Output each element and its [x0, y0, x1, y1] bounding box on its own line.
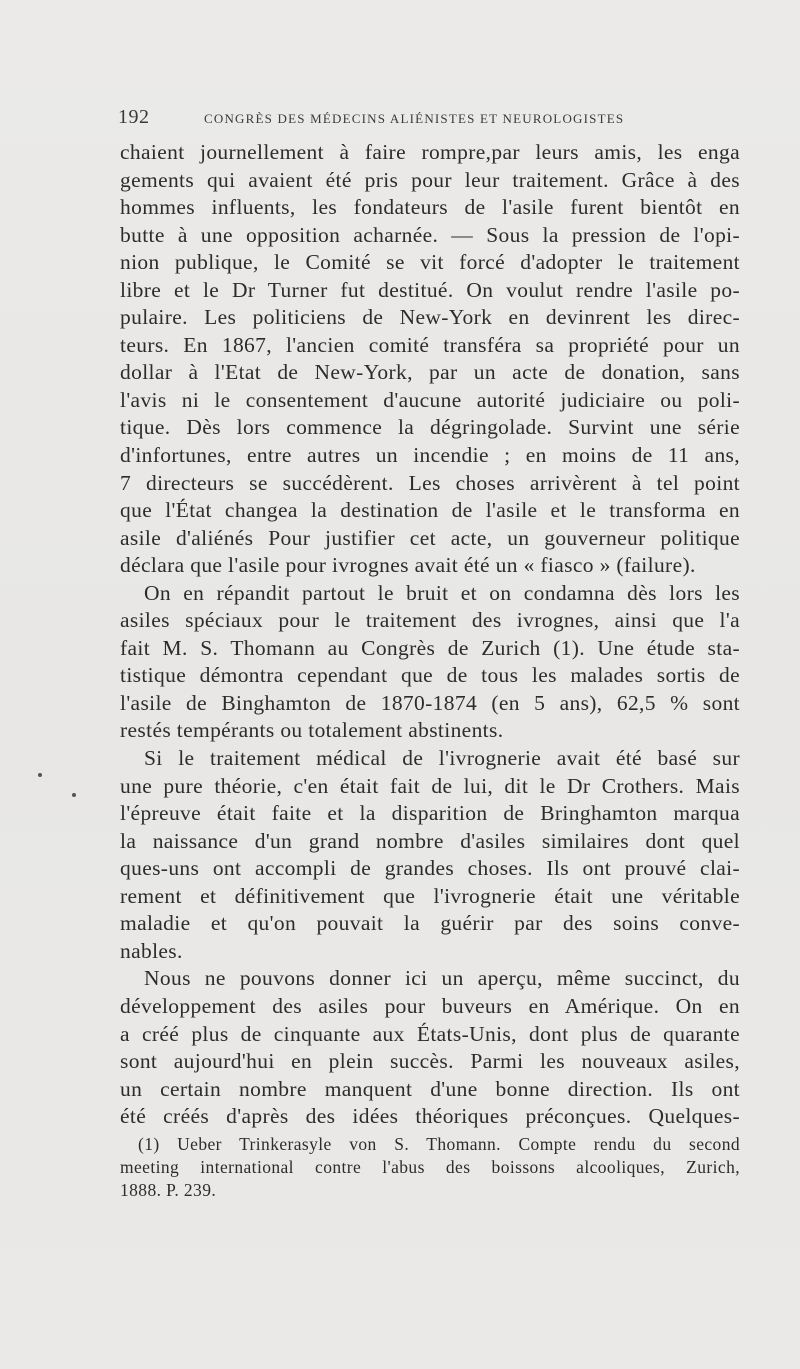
- text-line: a créé plus de cinquante aux États-Unis, dont plus de quarante: [120, 1021, 740, 1046]
- footnotes: [120, 1133, 740, 1202]
- running-head: CONGRÈS DES MÉDECINS ALIÉNISTES ET NEUROLOGISTES: [204, 111, 625, 126]
- text-line: sont aujourd'hui en plein succès. Parmi les nouveaux asiles,: [120, 1049, 740, 1074]
- text-line: déclara que l'asile pour ivrognes avait été un « fiasco » (failure).: [120, 553, 696, 578]
- text-line: développement des asiles pour buveurs en Amérique. On en: [120, 993, 740, 1018]
- footnote-line: meeting international contre l'abus des boissons alcooliques, Zurich,: [120, 1157, 740, 1177]
- text-line: gements qui avaient été pris pour leur traitement. Grâce à des: [120, 167, 740, 192]
- text-line: nables.: [120, 938, 183, 963]
- text-line: ques-uns ont accompli de grandes choses. Ils ont prouvé clai-: [120, 856, 740, 881]
- paragraph-start-line: On en répandit partout le bruit et on condamna dès lors les: [144, 580, 740, 605]
- text-line: l'épreuve était faite et la disparition de Bringhamton marqua: [120, 801, 740, 826]
- print-speck: [72, 793, 76, 797]
- footnote-line: (1) Ueber Trinkerasyle von S. Thomann. Compte rendu du second: [138, 1134, 740, 1154]
- text-line: tistique démontra cependant que de tous les malades sortis de: [120, 663, 740, 688]
- text-line: asiles spéciaux pour le traitement des ivrognes, ainsi que l'a: [120, 608, 740, 633]
- text-line: teurs. En 1867, l'ancien comité transféra sa propriété pour un: [120, 332, 740, 357]
- text-line: rement et définitivement que l'ivrognerie était une véritable: [120, 883, 740, 908]
- body-text: [120, 139, 740, 1131]
- text-line: 7 directeurs se succédèrent. Les choses arrivèrent à tel point: [120, 470, 740, 495]
- page-header: [118, 106, 678, 130]
- page-number: 192: [118, 106, 150, 128]
- paragraph-start-line: Si le traitement médical de l'ivrognerie avait été basé sur: [144, 746, 740, 771]
- paragraph-start-line: Nous ne pouvons donner ici un aperçu, même succinct, du: [144, 966, 740, 991]
- text-line: pulaire. Les politiciens de New-York en devinrent les direc-: [120, 305, 740, 330]
- text-line: une pure théorie, c'en était fait de lui, dit le Dr Crothers. Mais: [120, 773, 740, 798]
- print-speck: [38, 773, 42, 777]
- text-line: dollar à l'Etat de New-York, par un acte de donation, sans: [120, 360, 740, 385]
- text-line: la naissance d'un grand nombre d'asiles similaires dont quel: [120, 828, 740, 853]
- text-line: fait M. S. Thomann au Congrès de Zurich (1). Une étude sta-: [120, 635, 740, 660]
- footnote-line: 1888. P. 239.: [120, 1180, 217, 1200]
- text-line: butte à une opposition acharnée. — Sous la pression de l'opi-: [120, 222, 740, 247]
- text-line: tique. Dès lors commence la dégringolade. Survint une série: [120, 415, 740, 440]
- text-line: chaient journellement à faire rompre,par leurs amis, les enga: [120, 140, 740, 164]
- text-line: libre et le Dr Turner fut destitué. On voulut rendre l'asile po-: [120, 277, 740, 302]
- text-line: maladie et qu'on pouvait la guérir par des soins conve-: [120, 911, 740, 936]
- text-line: nion publique, le Comité se vit forcé d'adopter le traitement: [120, 250, 740, 275]
- text-line: restés tempérants ou totalement abstinents.: [120, 718, 504, 743]
- text-line: asile d'aliénés Pour justifier cet acte, un gouverneur politique: [120, 525, 740, 550]
- text-line: hommes influents, les fondateurs de l'asile furent bientôt en: [120, 195, 740, 220]
- text-line: que l'État changea la destination de l'asile et le transforma en: [120, 498, 740, 523]
- text-line: un certain nombre manquent d'une bonne direction. Ils ont: [120, 1076, 740, 1101]
- text-line: l'asile de Binghamton de 1870-1874 (en 5 ans), 62,5 % sont: [120, 690, 740, 715]
- text-line: été créés d'après des idées théoriques préconçues. Quelques-: [120, 1104, 740, 1129]
- text-line: l'avis ni le consentement d'aucune autorité judiciaire ou poli-: [120, 387, 740, 412]
- text-line: d'infortunes, entre autres un incendie ; en moins de 11 ans,: [120, 443, 740, 468]
